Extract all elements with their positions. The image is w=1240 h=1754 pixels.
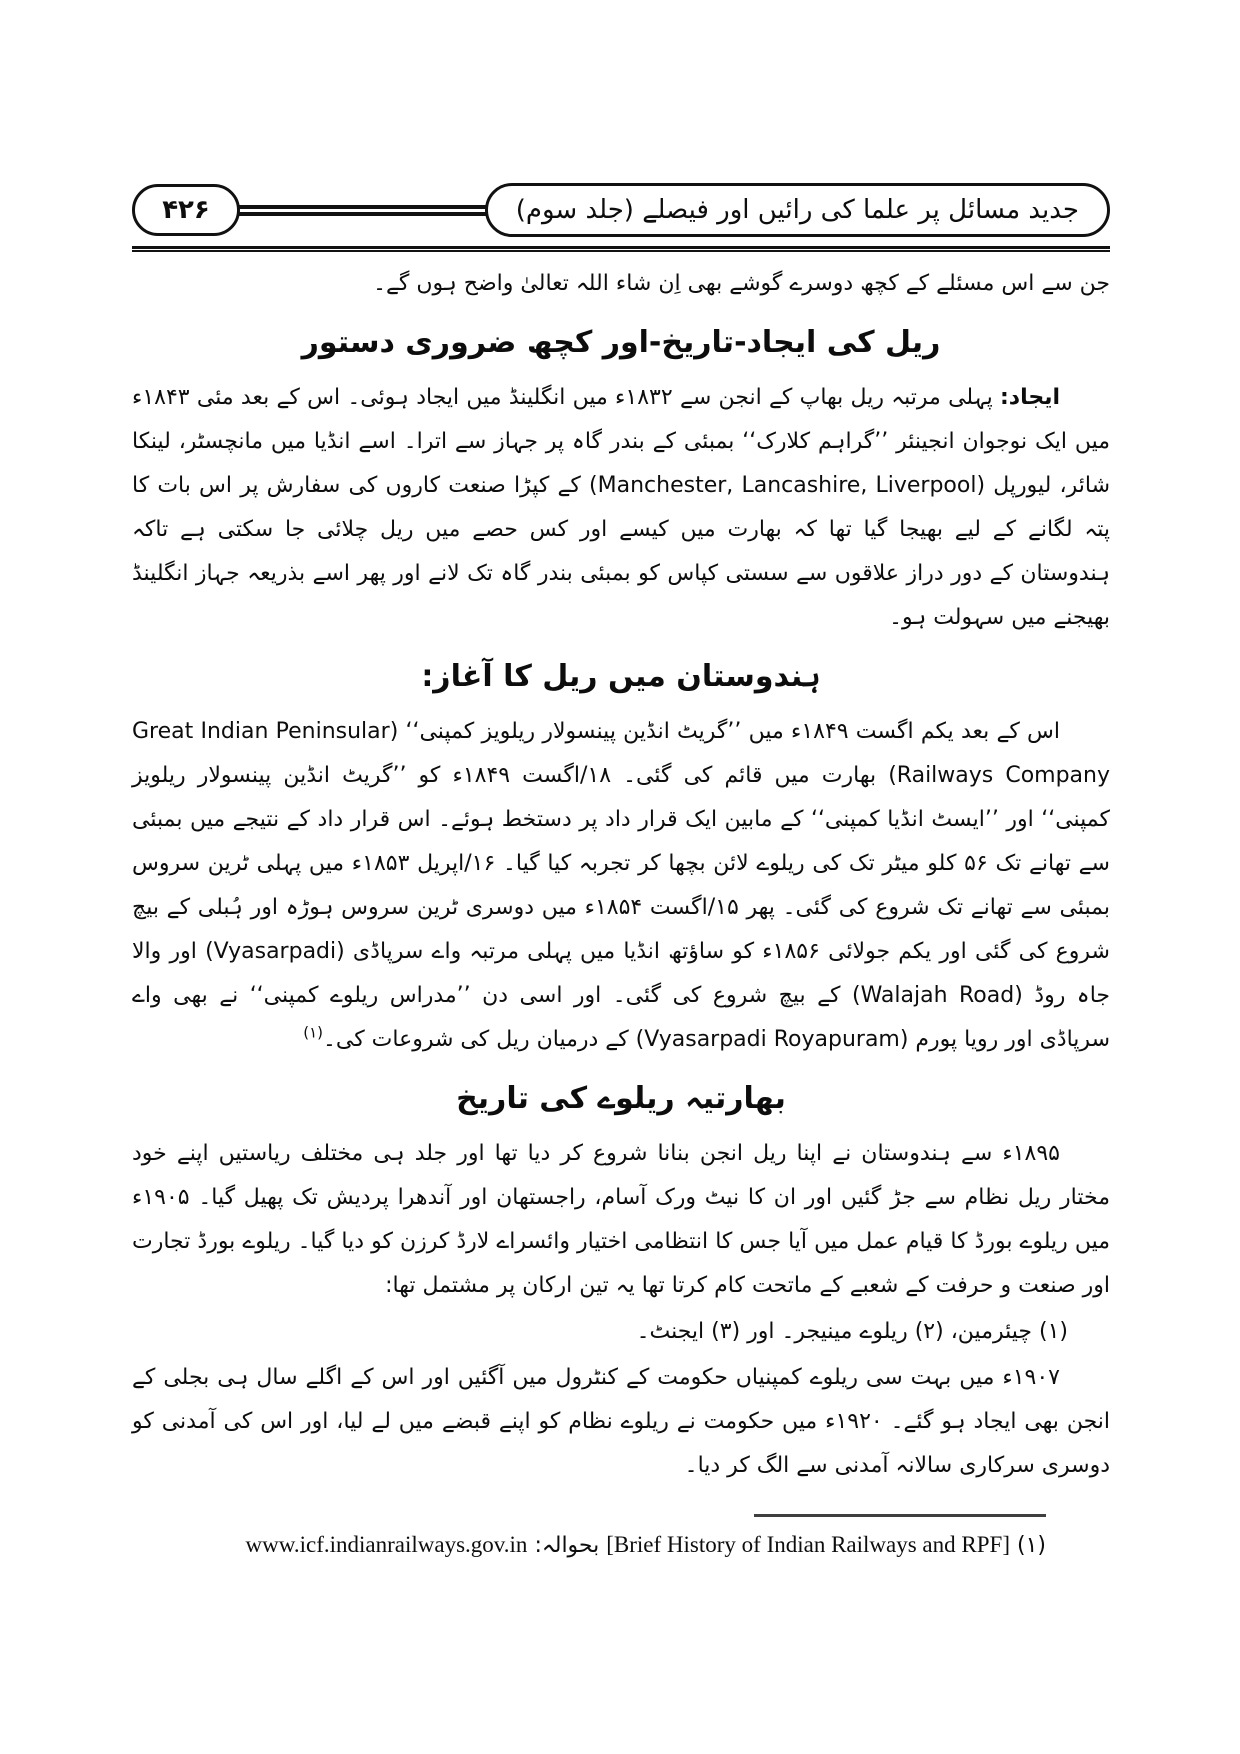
invention-text: پہلی مرتبہ ریل بھاپ کے انجن سے ۱۸۳۲ء میں انگلینڈ میں ایجاد ہوئی۔ اس کے بعد مئی ۱۸۴۳ء میں ایک نوجوان انجینئر ’’گراہم کلارک‘‘ بمبئی کے بندر گاہ پر جہاز سے اترا۔ اسے انڈیا میں مانچسٹر، لینکا شائر، لیورپل (Manchester, Lancashire, Liverpool) کے کپڑا صنعت کاروں کی سفارش پر اس بات کا پتہ لگانے کے لیے بھیجا گیا تھا کہ بھارت میں کیسے اور کس حصے میں ریل چلائی جا سکتی ہے تاکہ ہندوستان کے دور دراز علاقوں سے سستی کپاس کو بمبئی بندر گاہ تک لانے اور پھر اسے بذریعہ جہاز انگلینڈ بھیجنے میں سہولت ہو۔ xyxy=(132,385,1111,630)
page-header xyxy=(132,183,1110,237)
book-title-badge xyxy=(485,183,1110,237)
rail-start-text: اس کے بعد یکم اگست ۱۸۴۹ء میں ’’گریٹ انڈین پینسولار ریلویز کمپنی‘‘ (Great Indian Peninsular Railways Company) بھارت میں قائم کی گئی۔ ۱۸/اگست ۱۸۴۹ء کو ’’گریٹ انڈین پینسولار ریلویز کمپنی‘‘ اور ’’ایسٹ انڈیا کمپنی‘‘ کے مابین ایک قرار داد پر دستخط ہوئے۔ اس قرار داد کے نتیجے میں بمبئی سے تھانے تک ۵۶ کلو میٹر تک کی ریلوے لائن بچھا کر تجربہ کیا گیا۔ ۱۶/اپریل ۱۸۵۳ء میں پہلی ٹرین سروس بمبئی سے تھانے تک شروع کی گئی۔ پھر ۱۵/اگست ۱۸۵۴ء میں دوسری ٹرین سروس ہوڑہ اور ہُبلی کے بیچ شروع کی گئی اور یکم جولائی ۱۸۵۶ء کو ساؤتھ انڈیا میں پہلی مرتبہ واے سرپاڈی (Vyasarpadi) اور والا جاہ روڈ (Walajah Road) کے بیچ شروع کی گئی۔ اور اسی دن ’’مدراس ریلوے کمپنی‘‘ نے بھی واے سرپاڈی اور رویا پورم (Vyasarpadi Royapuram) کے درمیان ریل کی شروعات کی۔ xyxy=(132,719,1111,1052)
page-body xyxy=(132,262,1110,1488)
header-divider-rule xyxy=(132,246,1110,252)
paragraph-invention xyxy=(132,376,1110,640)
footnote-separator-rule xyxy=(754,1514,1046,1517)
page-number-badge xyxy=(132,184,240,236)
footnote-reference-marker: (۱) xyxy=(303,1023,323,1042)
footnote-url: www.icf.indianrailways.gov.in xyxy=(245,1532,528,1557)
footnote-source-title: [Brief History of Indian Railways and RPF] xyxy=(606,1532,1010,1557)
board-members-line: (۱) چیئرمین، (۲) ریلوے مینیجر۔ اور (۳) ایجنٹ۔ xyxy=(636,1319,1068,1344)
section-heading-indian-railway-history: بھارتیہ ریلوے کی تاریخ xyxy=(456,1081,786,1116)
section-heading-rail-invention: ریل کی ایجاد-تاریخ-اور کچھ ضروری دستور xyxy=(301,325,941,360)
book-title: جدید مسائل پر علما کی رائیں اور فیصلے (جلد سوم) xyxy=(515,195,1079,225)
paragraph-railway-control: ۱۹۰۷ء میں بہت سی ریلوے کمپنیاں حکومت کے کنٹرول میں آگئیں اور اس کے اگلے سال ہی بجلی کے انجن بھی ایجاد ہو گئے۔ ۱۹۲۰ء میں حکومت نے ریلوے نظام کو اپنے قبضے میں لے لیا، اور اس کی آمدنی کو دوسری سرکاری سالانہ آمدنی سے الگ کر دیا۔ xyxy=(132,1365,1111,1478)
continuation-line: جن سے اس مسئلے کے کچھ دوسرے گوشے بھی اِن شاء اللہ تعالیٰ واضح ہوں گے۔ xyxy=(373,271,1110,296)
invention-lead-word: ایجاد: xyxy=(1000,385,1061,410)
footnote-marker: (۱) xyxy=(1016,1533,1046,1558)
footnote-area xyxy=(132,1514,1110,1562)
header-connector-rule xyxy=(237,205,488,216)
section-heading-rail-start-india: ہندوستان میں ریل کا آغاز: xyxy=(421,659,821,694)
paragraph-rail-start xyxy=(132,710,1110,1062)
page-number: ۴۲۶ xyxy=(162,195,210,225)
paragraph-railway-history: ۱۸۹۵ء سے ہندوستان نے اپنا ریل انجن بنانا شروع کر دیا تھا اور جلد ہی مختلف ریاستیں اپنے خود مختار ریل نظام سے جڑ گئیں اور ان کا نیٹ ورک آسام، راجستھان اور آندھرا پردیش تک پھیل گیا۔ ۱۹۰۵ء میں ریلوے بورڈ کا قیام عمل میں آیا جس کا انتظامی اختیار وائسراے لارڈ کرزن کو دیا گیا۔ ریلوے بورڈ تجارت اور صنعت و حرفت کے شعبے کے ماتحت کام کرتا تھا یہ تین ارکان پر مشتمل تھا: xyxy=(132,1141,1110,1298)
footnote-line xyxy=(132,1529,1046,1562)
footnote-ref-label: بحوالہ: xyxy=(534,1533,600,1558)
